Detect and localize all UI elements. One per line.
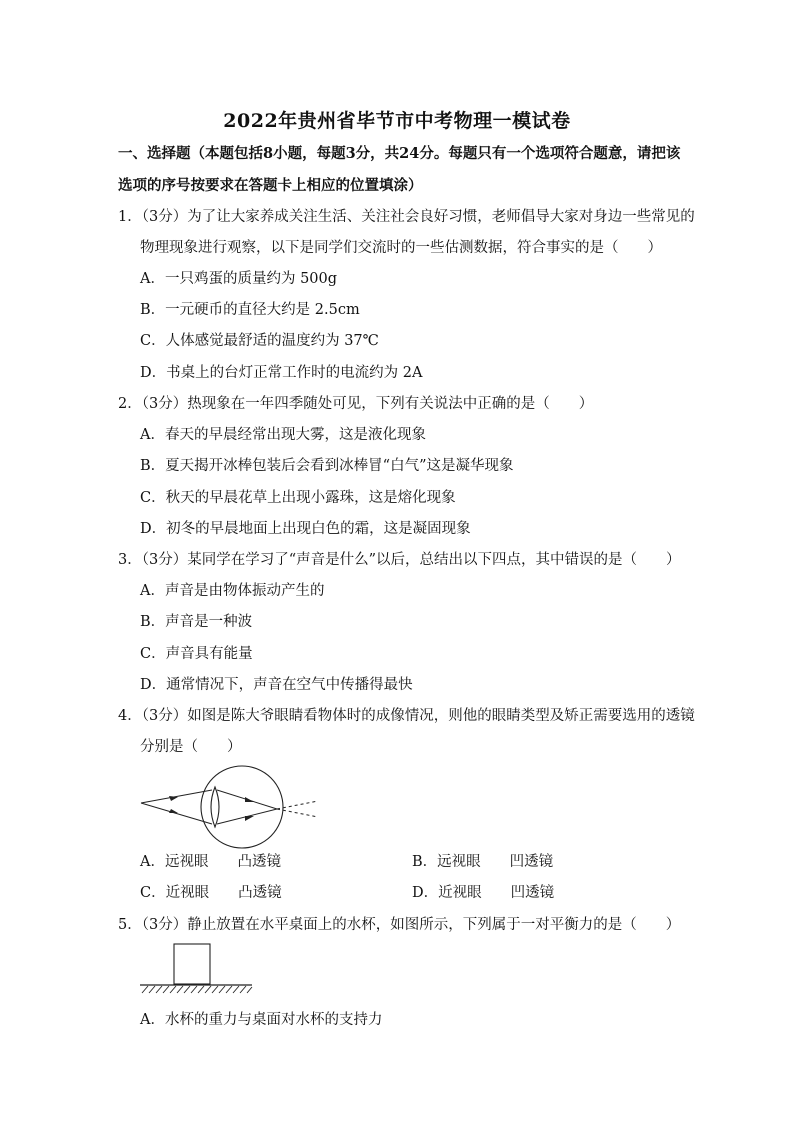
arrow-head-upper-inner [245, 797, 254, 802]
question-4-line2: 分别是（ ） [140, 739, 242, 755]
question-3-line1: 3．（3分）某同学在学习了“声音是什么”以后，总结出以下四点，其中错误的是（ ） [118, 552, 681, 568]
question-1-option-a: A．一只鸡蛋的质量约为 500g [140, 271, 338, 287]
question-3-option-a: A．声音是由物体振动产生的 [140, 583, 325, 599]
question-4-line1: 4．（3分）如图是陈大爷眼睛看物体时的成像情况，则他的眼睛类型及矫正需要选用的透镜 [118, 708, 695, 724]
question-5-option-a: A．水杯的重力与桌面对水杯的支持力 [140, 1012, 383, 1028]
page-title: 2022年贵州省毕节市中考物理一模试卷 [223, 110, 571, 132]
question-1-option-b: B．一元硬币的直径大约是 2.5cm [140, 302, 360, 318]
question-3-option-c: C．声音具有能量 [140, 646, 253, 662]
question-2-option-c: C．秋天的早晨花草上出现小露珠，这是熔化现象 [140, 490, 456, 506]
section-heading-line1: 一、选择题（本题包括8小题，每题3分，共24分。每题只有一个选项符合题意，请把该 [118, 145, 681, 162]
question-5-line1: 5．（3分）静止放置在水平桌面上的水杯，如图所示，下列属于一对平衡力的是（ ） [118, 917, 681, 933]
question-1-line2: 物理现象进行观察，以下是同学们交流时的一些估测数据，符合事实的是（ ） [140, 240, 662, 256]
question-4-option-c: C．近视眼 凸透镜 [140, 885, 282, 901]
question-1-option-c: C．人体感觉最舒适的温度约为 37℃ [140, 333, 379, 349]
cup-on-table-diagram [138, 940, 254, 1000]
water-cup [174, 944, 210, 984]
question-4-option-b: B．远视眼 凹透镜 [412, 854, 554, 870]
question-2-line1: 2．（3分）热现象在一年四季随处可见，下列有关说法中正确的是（ ） [118, 396, 594, 412]
question-4-option-a: A．远视眼 凸透镜 [140, 854, 281, 870]
question-2-option-b: B．夏天揭开冰棒包装后会看到冰棒冒“白气”这是凝华现象 [140, 458, 514, 474]
question-3-option-d: D．通常情况下，声音在空气中传播得最快 [140, 677, 413, 693]
question-3-option-b: B．声音是一种波 [140, 614, 253, 630]
section-heading-line2: 选项的序号按要求在答题卡上相应的位置填涂） [118, 177, 423, 194]
arrow-head-lower [169, 809, 178, 813]
question-1-line1: 1．（3分）为了让大家养成关注生活、关注社会良好习惯，老师倡导大家对身边一些常见的 [118, 209, 695, 225]
ray-extension-dashed [277, 809, 318, 817]
eye-lens [211, 787, 219, 827]
eye-diagram [138, 764, 320, 850]
table-hatching [142, 986, 252, 993]
question-2-option-a: A．春天的早晨经常出现大雾，这是液化现象 [140, 427, 426, 443]
question-2-option-d: D．初冬的早晨地面上出现白色的霜，这是凝固现象 [140, 521, 471, 537]
question-1-option-d: D．书桌上的台灯正常工作时的电流约为 2A [140, 365, 423, 381]
question-4-option-d: D．近视眼 凹透镜 [412, 885, 555, 901]
arrow-head-lower-inner [245, 816, 254, 821]
